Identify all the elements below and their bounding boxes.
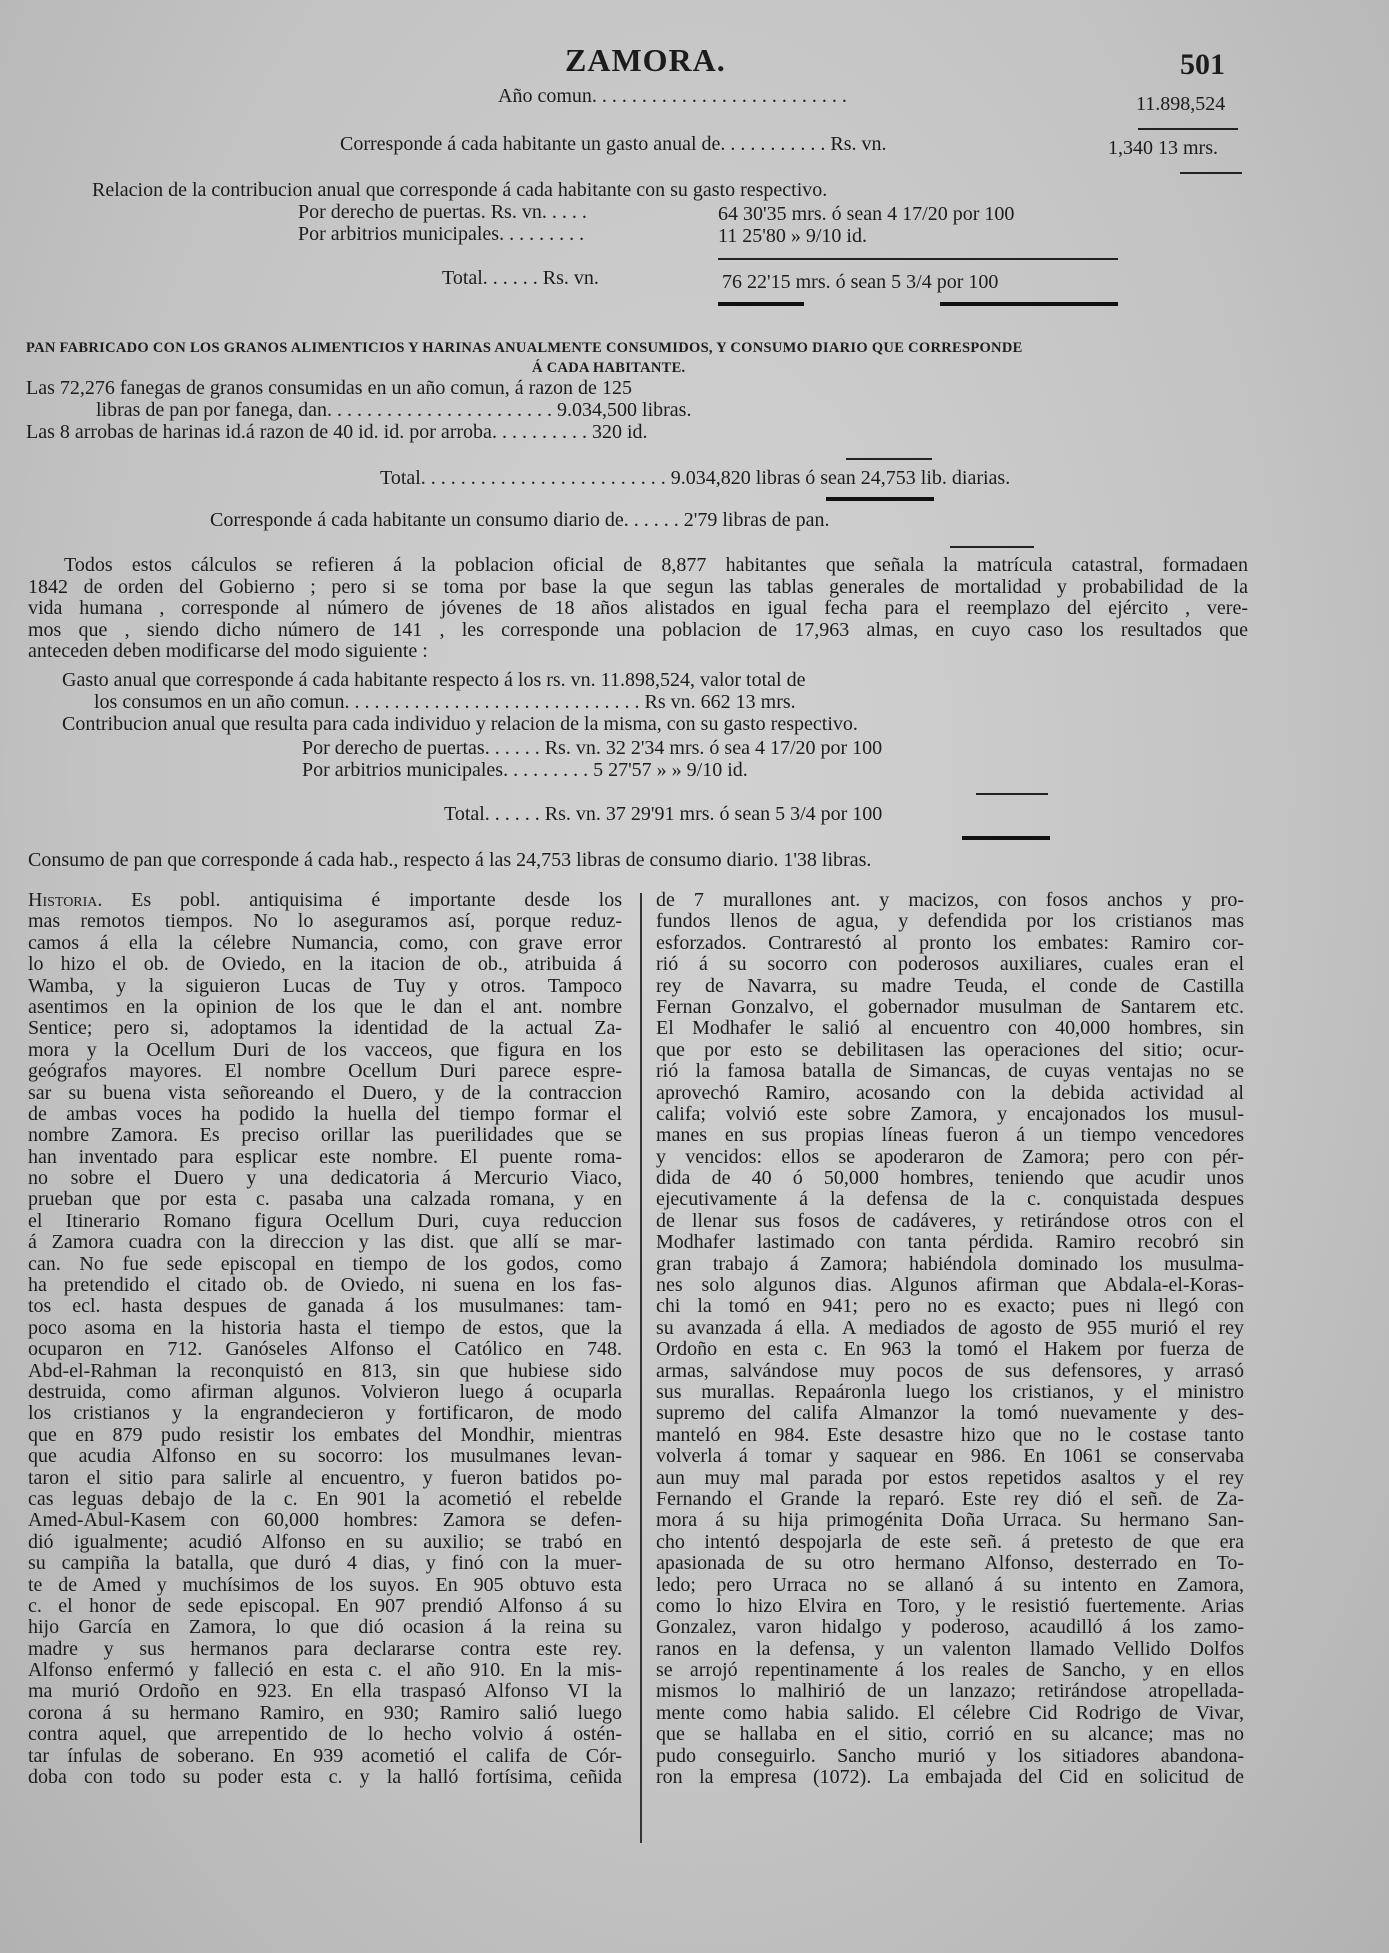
- historia-line: lo hizo el ob. de Oviedo, en la itacion de ob., atribuida á: [28, 954, 622, 976]
- pan-heading: PAN FABRICADO CON LOS GRANOS ALIMENTICIOS Y HARINAS ANUALMENTE CONSUMIDOS, Y CONSUMO DIARIO QUE CORRESPONDE: [26, 340, 1023, 356]
- page-number: 501: [1180, 48, 1225, 81]
- historia-line: no sobre el Duero y una dedicatoria á Mercurio Viaco,: [28, 1168, 622, 1190]
- historia-line: de ambas voces ha podido la huella del tiempo formar el: [28, 1103, 622, 1125]
- calculos-line: mos que , siendo dicho número de 141 , les corresponde una poblacion de 17,963 almas, en cuyo caso los resultados que: [28, 619, 1248, 641]
- gasto-line-1: Gasto anual que corresponde á cada habitante respecto á los rs. vn. 11.898,524, valor total de: [62, 669, 806, 691]
- divider: [718, 302, 804, 306]
- historia-line: mas remotos tiempos. No lo aseguramos así, porque reduz-: [28, 911, 622, 933]
- arbitrios-values: 11 25'80 » 9/10 id.: [718, 225, 867, 247]
- historia-line: ma murió Ordoño en 923. En ella traspasó Alfonso VI la: [28, 1681, 622, 1703]
- historia-line: manes en sus propias líneas fueron á un tiempo vencedores: [656, 1125, 1244, 1147]
- calc-puertas: Por derecho de puertas. . . . . . Rs. vn. 32 2'34 mrs. ó sea 4 17/20 por 100: [302, 737, 883, 759]
- historia-line: madre y sus hermanos para declararse contra este rey.: [28, 1638, 622, 1660]
- historia-line: de 7 murallones ant. y macizos, con fosos anchos y pro-: [656, 890, 1244, 911]
- historia-line: c. el honor de sede episcopal. En 907 prendió Alfonso á su: [28, 1595, 622, 1617]
- gasto-anual-value: 1,340 13 mrs.: [1108, 137, 1218, 159]
- historia-line: dida de 40 ó 50,000 hombres, teniendo que acudir unos: [656, 1168, 1244, 1190]
- historia-line: mismos lo malhirió de un lanzazo; retirándose atropellada-: [656, 1681, 1244, 1703]
- calculos-line: vida humana , corresponde al número de jóvenes de 18 años alistados en igual fecha para el reemplazo del ejército , vere-: [28, 598, 1248, 620]
- historia-line: nes solo algunos dias. Algunos afirman que Abdala-el-Koras-: [656, 1275, 1244, 1297]
- historia-line: ocuparon en 712. Ganóseles Alfonso el Católico en 748.: [28, 1339, 622, 1361]
- historia-line: taron el sitio para salirle al encuentro, y fueron batidos po-: [28, 1467, 622, 1489]
- historia-line: supremo del califa Almanzor la tomó nuevamente y des-: [656, 1403, 1244, 1425]
- historia-line: el Itinerario Romano figura Ocellum Duri, cuya reduccion: [28, 1210, 622, 1232]
- divider: [940, 302, 1118, 306]
- historia-line: apasionada de su otro hermano Alfonso, desterrado en To-: [656, 1553, 1244, 1575]
- divider: [962, 836, 1050, 840]
- historia-line: que acudia Alfonso en su socorro: los musulmanes levan-: [28, 1446, 622, 1468]
- historia-line: Alfonso enfermó y falleció en esta c. el año 910. En la mis-: [28, 1660, 622, 1682]
- historia-line: ron la empresa (1072). La embajada del Cid en solicitud de: [656, 1767, 1244, 1789]
- historia-line: sar su buena vista señoreando el Duero, y de la contraccion: [28, 1082, 622, 1104]
- calculos-line: 1842 de orden del Gobierno ; pero si se toma por base la que segun las tablas generales de mortalidad y probabilidad de la: [28, 576, 1248, 598]
- historia-line: ha pretendido el citado ob. de Oviedo, ni suena en los fas-: [28, 1275, 622, 1297]
- historia-line: tar ínfulas de soberano. En 939 acometió el califa de Cór-: [28, 1745, 622, 1767]
- historia-line: corona á su hermano Ramiro, en 930; Ramiro salió luego: [28, 1702, 622, 1724]
- historia-line: su campiña la batalla, que duró 4 dias, y finó con la muer-: [28, 1553, 622, 1575]
- historia-line: que en 879 pudo resistir los embates del Mondhir, mientras: [28, 1424, 622, 1446]
- calculos-paragraph: [28, 555, 1248, 663]
- historia-line: tos ecl. hasta despues de ganada á los musulmanes: tam-: [28, 1296, 622, 1318]
- historia-line: doba con todo su poder esta c. y la halló fortísima, ceñida: [28, 1767, 622, 1789]
- historia-line: Wamba, y la siguieron Lucas de Tuy y otros. Tampoco: [28, 975, 622, 997]
- historia-right-column: [656, 890, 1244, 1788]
- historia-line: te de Amed y muchísimos de los suyos. En 905 obtuvo esta: [28, 1574, 622, 1596]
- historia-line: poco asoma en la historia hasta el tiempo de estos, que la: [28, 1317, 622, 1339]
- historia-line: rió la famosa batalla de Simancas, de cuyas ventajas no se: [656, 1061, 1244, 1083]
- arbitrios-label: Por arbitrios municipales. . . . . . . . .: [298, 223, 585, 245]
- historia-line: mora y la Ocellum Duri de los vacceos, que figura en los: [28, 1039, 622, 1061]
- calculos-line: Todos estos cálculos se refieren á la poblacion oficial de 8,877 habitantes que señala la matrícula catastral, formadaen: [64, 555, 1248, 576]
- historia-line: Amed-Abul-Kasem con 60,000 hombres: Zamora se defen-: [28, 1510, 622, 1532]
- historia-line: califa; volvió este sobre Zamora, y encajonados los musul-: [656, 1103, 1244, 1125]
- historia-line: asentimos en la opinion de los que le dan el ant. nombre: [28, 996, 622, 1018]
- pan-heading-2: Á CADA HABITANTE.: [532, 360, 686, 376]
- historia-line: mente como habia salido. El célebre Cid Rodrigo de Vivar,: [656, 1702, 1244, 1724]
- historia-line: Historia. Es pobl. antiquisima é importante desde los: [28, 890, 622, 911]
- relacion-title: Relacion de la contribucion anual que corresponde á cada habitante con su gasto respectivo.: [92, 179, 828, 201]
- column-divider: [640, 893, 642, 1843]
- historia-line: gran trabajo á Zamora; habiéndola dominado los musulma-: [656, 1253, 1244, 1275]
- historia-line: esforzados. Contrarestó al pronto los embates: Ramiro cor-: [656, 932, 1244, 954]
- historia-line: prueban que por esta c. pasaba una calzada romana, y en: [28, 1189, 622, 1211]
- consumo-line: Consumo de pan que corresponde á cada hab., respecto á las 24,753 libras de consumo diario. 1'38 libras.: [28, 849, 872, 871]
- running-title: ZAMORA.: [565, 42, 726, 78]
- historia-line: Modhafer lastimado con tanta pérdida. Ramiro recobró sin: [656, 1232, 1244, 1254]
- historia-line: cas leguas debajo de la c. En 901 la acometió el rebelde: [28, 1488, 622, 1510]
- calc-total: Total. . . . . . Rs. vn. 37 29'91 mrs. ó sean 5 3/4 por 100: [444, 803, 883, 825]
- divider: [976, 793, 1048, 795]
- gasto-line-2: los consumos en un año comun. . . . . . . . . . . . . . . . . . . . . . . . . . . . . . Rs vn. 662 13 mrs.: [94, 691, 796, 713]
- anio-comun-value: 11.898,524: [1136, 93, 1226, 115]
- historia-line: Abd-el-Rahman la reconquistó en 813, sin que hubiese sido: [28, 1360, 622, 1382]
- historia-line: y vencidos: ellos se apoderaron de Zamora; pero con pér-: [656, 1146, 1244, 1168]
- historia-line: destruida, como afirman algunos. Volvieron luego á ocuparla: [28, 1381, 622, 1403]
- historia-left-column: [28, 890, 622, 1788]
- divider: [1138, 128, 1238, 130]
- historia-line: can. No fue sede episcopal en tiempo de los godos, como: [28, 1253, 622, 1275]
- historia-line: pudo conseguirlo. Sancho murió y los sitiadores abandona-: [656, 1745, 1244, 1767]
- historia-line: hijo García en Zamora, lo que dió ocasion á la reina su: [28, 1617, 622, 1639]
- divider: [826, 497, 934, 501]
- historia-line: han inventado para esplicar este nombre. El puente roma-: [28, 1146, 622, 1168]
- historia-line: de llenar sus fosos de cadáveres, y retirándose otros con el: [656, 1210, 1244, 1232]
- pan-line-2: libras de pan por fanega, dan. . . . . . . . . . . . . . . . . . . . . . . 9.034,500 libras.: [96, 399, 692, 421]
- historia-line: chi la tomó en 941; pero no es exacto; pues ni llegó con: [656, 1296, 1244, 1318]
- historia-line: los cristianos y la engrandecieron y fortificaron, de modo: [28, 1403, 622, 1425]
- historia-line: Ordoño en esta c. En 963 la tomó el Hakem por fuerza de: [656, 1339, 1244, 1361]
- historia-line: armas, salvándose muy pocos de sus defensores, y arrasó: [656, 1360, 1244, 1382]
- historia-line: dió igualmente; acudió Alfonso en su auxilio; se trabó en: [28, 1531, 622, 1553]
- historia-line: contra aquel, que arrepentido de lo hecho volvio á ostén-: [28, 1724, 622, 1746]
- calc-arbitrios: Por arbitrios municipales. . . . . . . . . 5 27'57 » » 9/10 id.: [302, 759, 748, 781]
- historia-line: mora á su hija primogénita Doña Urraca. Su hermano San-: [656, 1510, 1244, 1532]
- pan-line-1: Las 72,276 fanegas de granos consumidas en un año comun, á razon de 125: [26, 377, 632, 399]
- total-values: 76 22'15 mrs. ó sean 5 3/4 por 100: [722, 271, 999, 293]
- historia-line: Fernan Gonzalvo, el gobernador musulman de Santarem etc.: [656, 996, 1244, 1018]
- divider: [718, 258, 1118, 260]
- historia-heading: Historia.: [28, 890, 103, 911]
- divider: [950, 546, 1034, 548]
- puertas-label: Por derecho de puertas. Rs. vn. . . . .: [298, 201, 587, 223]
- divider: [846, 458, 932, 460]
- historia-line: fundos llenos de agua, y defendida por los cristianos mas: [656, 911, 1244, 933]
- pan-total: Total. . . . . . . . . . . . . . . . . . . . . . . . . 9.034,820 libras ó sean 24,753 lib. diarias.: [380, 467, 1011, 489]
- historia-line: aprovechó Ramiro, acosando con la debida actividad al: [656, 1082, 1244, 1104]
- historia-line: ejecutivamente á la defensa de la c. conquistada despues: [656, 1189, 1244, 1211]
- historia-line: que por esto se debilitasen las operaciones del sitio; ocur-: [656, 1039, 1244, 1061]
- historia-line: á Zamora cuadra con la direccion y las dist. que allí se mar-: [28, 1232, 622, 1254]
- historia-line: camos á ella la célebre Numancia, como, con grave error: [28, 932, 622, 954]
- historia-line: manteló en 984. Este desastre hizo que no le costase tanto: [656, 1424, 1244, 1446]
- historia-line: sus murallas. Repaáronla luego los cristianos, y el ministro: [656, 1381, 1244, 1403]
- historia-line: nombre Zamora. Es preciso orillar las puerilidades que se: [28, 1125, 622, 1147]
- historia-line: rió á su socorro con poderosos auxiliares, cuales eran el: [656, 954, 1244, 976]
- contribucion-line: Contribucion anual que resulta para cada individuo y relacion de la misma, con su gasto respectivo.: [62, 713, 858, 735]
- gasto-anual-label: Corresponde á cada habitante un gasto anual de. . . . . . . . . . . Rs. vn.: [340, 133, 887, 155]
- historia-line: Gonzalez, varon hidalgo y poderoso, acaudilló á los zamo-: [656, 1617, 1244, 1639]
- historia-line: su avanzada á ella. A mediados de agosto de 955 murió el rey: [656, 1317, 1244, 1339]
- historia-line: Sentice; pero si, adoptamos la identidad de la actual Za-: [28, 1018, 622, 1040]
- historia-line: El Modhafer le salió al encuentro con 40,000 hombres, sin: [656, 1018, 1244, 1040]
- historia-line: ledo; pero Urraca no se allanó á su intento en Zamora,: [656, 1574, 1244, 1596]
- historia-line: cho intentó despojarla de este señ. á pretesto de que era: [656, 1531, 1244, 1553]
- historia-line: ranos en la defensa, y un valenton llamado Vellido Dolfos: [656, 1638, 1244, 1660]
- pan-corresponde: Corresponde á cada habitante un consumo diario de. . . . . . 2'79 libras de pan.: [210, 509, 830, 531]
- historia-line: se arrojó repentinamente á los reales de Sancho, y en ellos: [656, 1660, 1244, 1682]
- historia-line: geógrafos mayores. El nombre Ocellum Duri parece espre-: [28, 1061, 622, 1083]
- divider: [1180, 172, 1242, 174]
- historia-line: que se hallaba en el sitio, corrió en su alcance; mas no: [656, 1724, 1244, 1746]
- pan-line-3: Las 8 arrobas de harinas id.á razon de 40 id. id. por arroba. . . . . . . . . . 320 id.: [26, 421, 648, 443]
- historia-line: rey de Navarra, su madre Teuda, el conde de Castilla: [656, 975, 1244, 997]
- total-label: Total. . . . . . Rs. vn.: [442, 267, 599, 289]
- historia-line: como lo hizo Elvira en Toro, y le resistió fuertemente. Arias: [656, 1595, 1244, 1617]
- anio-comun-label: Año comun. . . . . . . . . . . . . . . . . . . . . . . . . .: [498, 85, 847, 107]
- historia-line: volverla á tomar y saquear en 986. En 1061 se conservaba: [656, 1446, 1244, 1468]
- historia-line: aun muy mal parada por estos repetidos asaltos y el rey: [656, 1467, 1244, 1489]
- calculos-line: anteceden deben modificarse del modo siguiente :: [28, 641, 428, 663]
- puertas-values: 64 30'35 mrs. ó sean 4 17/20 por 100: [718, 203, 1015, 225]
- historia-line: Fernando el Grande la reparó. Este rey dió el señ. de Za-: [656, 1488, 1244, 1510]
